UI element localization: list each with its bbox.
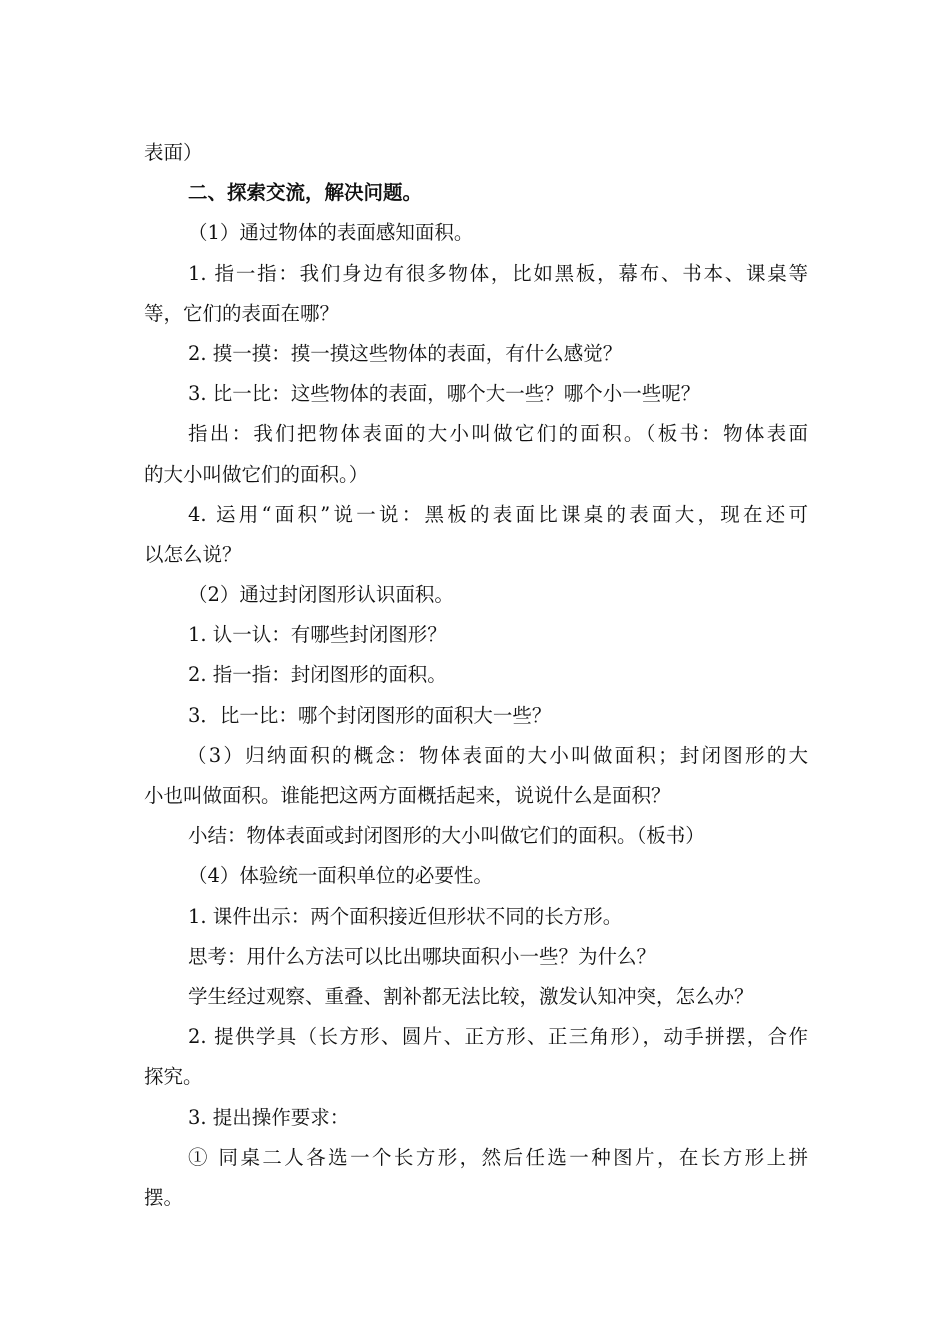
subsection-heading: （4）体验统一面积单位的必要性。: [188, 864, 493, 888]
text-line: 以怎么说？: [144, 542, 242, 566]
subsection-heading: （2）通过封闭图形认识面积。: [188, 583, 454, 607]
text-line: 等，它们的表面在哪？: [144, 301, 340, 325]
text-line: 的大小叫做它们的面积。）: [144, 462, 369, 486]
text-line: 表面）: [144, 141, 203, 164]
text-line: 3. 比一比：这些物体的表面，哪个大一些？哪个小一些呢？: [188, 382, 701, 406]
text-line: 2. 提供学具（长方形、圆片、正方形、正三角形），动手拼摆，合作: [188, 1025, 808, 1049]
document-body: [144, 133, 808, 1218]
text-line: 1. 指一指：我们身边有很多物体，比如黑板，幕布、书本、课桌等: [188, 261, 808, 285]
text-line: 3．比一比：哪个封闭图形的面积大一些？: [188, 703, 552, 727]
text-line: 小也叫做面积。谁能把这两方面概括起来，说说什么是面积？: [144, 784, 671, 807]
subsection-heading: （1）通过物体的表面感知面积。: [188, 221, 474, 245]
text-line: 思考：用什么方法可以比出哪块面积小一些？为什么？: [188, 944, 657, 968]
text-line: 4. 运用“面积”说一说：黑板的表面比课桌的表面大，现在还可: [188, 502, 808, 526]
text-line: 1. 课件出示：两个面积接近但形状不同的长方形。: [188, 904, 623, 928]
text-line: 1. 认一认：有哪些封闭图形？: [188, 623, 447, 647]
text-line: 2. 指一指：封闭图形的面积。: [188, 663, 447, 687]
section-heading: 二、探索交流，解决问题。: [188, 181, 423, 205]
text-line: 指出：我们把物体表面的大小叫做它们的面积。（板书：物体表面: [188, 422, 808, 446]
text-line: ① 同桌二人各选一个长方形，然后任选一种图片，在长方形上拼: [188, 1145, 808, 1169]
text-line: 探究。: [144, 1065, 203, 1089]
text-line: 摆。: [144, 1185, 184, 1209]
subsection-heading: （3）归纳面积的概念：物体表面的大小叫做面积；封闭图形的大: [187, 743, 808, 767]
text-line: 3. 提出操作要求：: [188, 1105, 350, 1129]
text-line: 学生经过观察、重叠、割补都无法比较，激发认知冲突，怎么办？: [188, 984, 754, 1008]
text-line: 2. 摸一摸：摸一摸这些物体的表面，有什么感觉？: [188, 341, 623, 365]
text-line: 小结：物体表面或封闭图形的大小叫做它们的面积。（板书）: [188, 824, 705, 848]
